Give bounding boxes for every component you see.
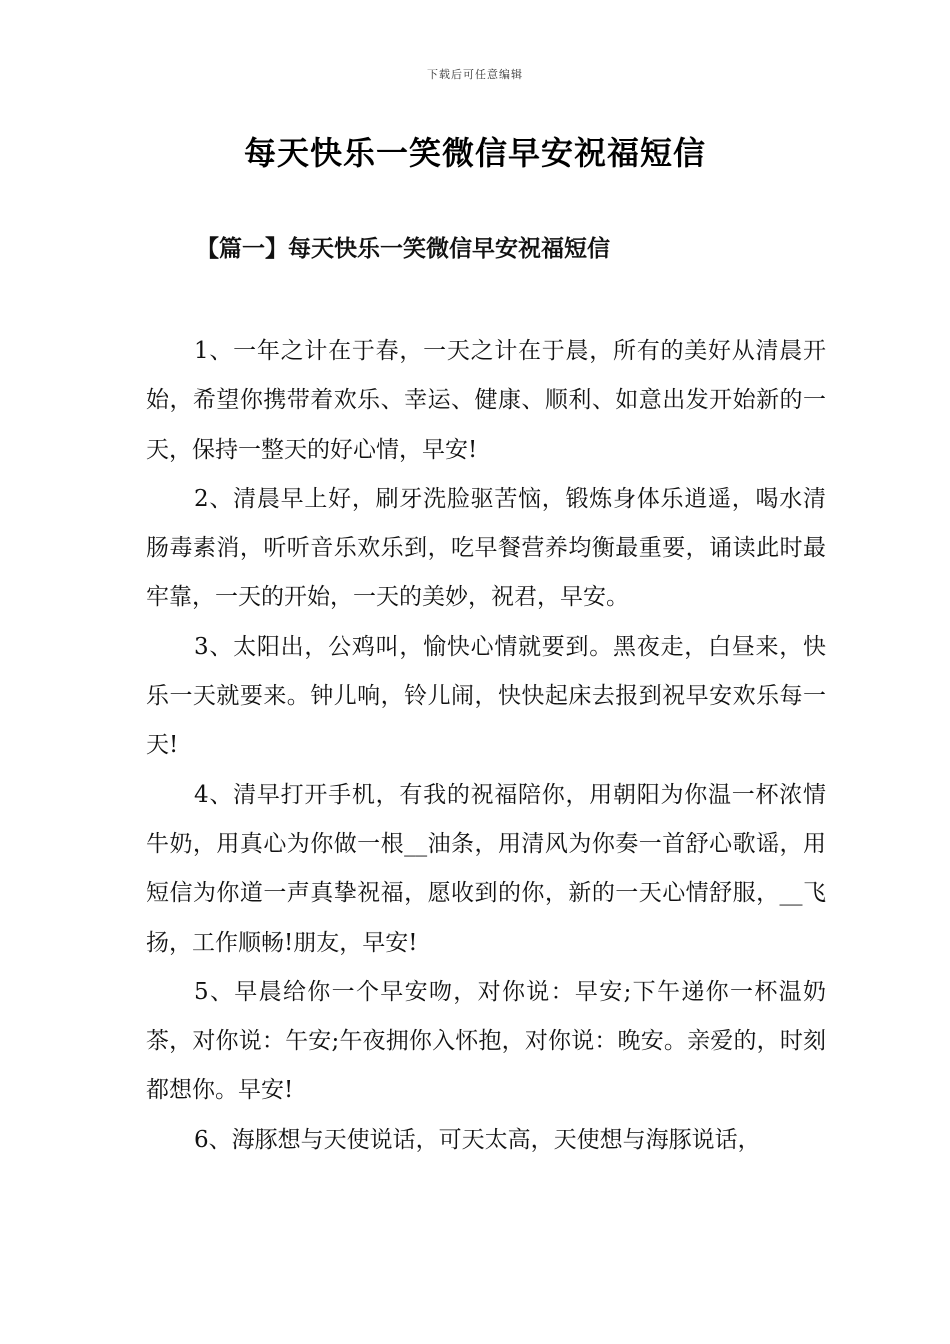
paragraph-5: 5、早晨给你一个早安吻，对你说：早安;下午递你一杯温奶茶，对你说：午安;午夜拥你入怀抱，对你说：晚安。亲爱的，时刻都想你。早安! bbox=[146, 978, 826, 1104]
document-title: 每天快乐一笑微信早安祝福短信 bbox=[243, 134, 706, 172]
paragraph-3: 3、太阳出，公鸡叫，愉快心情就要到。黑夜走，白昼来，快乐一天就要来。钟儿响，铃儿闹，快快起床去报到祝早安欢乐每一天! bbox=[146, 633, 826, 759]
paragraph-4: 4、清早打开手机，有我的祝福陪你，用朝阳为你温一杯浓情牛奶，用真心为你做一根__油条，用清风为你奏一首舒心歌谣，用短信为你道一声真挚祝福，愿收到的你，新的一天心情舒服，__飞扬，工作顺畅!朋友，早安! bbox=[146, 781, 826, 956]
paragraph-6: 6、海豚想与天使说话，可天太高，天使想与海豚说话， bbox=[194, 1126, 761, 1153]
paragraph-2: 2、清晨早上好，刷牙洗脸驱苦恼，锻炼身体乐逍遥，喝水清肠毒素消，听听音乐欢乐到，吃早餐营养均衡最重要，诵读此时最牢靠，一天的开始，一天的美妙，祝君，早安。 bbox=[146, 485, 826, 611]
header-note: 下载后可任意编辑 bbox=[427, 68, 523, 81]
section-heading: 【篇一】每天快乐一笑微信早安祝福短信 bbox=[196, 235, 610, 262]
paragraph-1: 1、一年之计在于春，一天之计在于晨，所有的美好从清晨开始，希望你携带着欢乐、幸运、健康、顺利、如意出发开始新的一天，保持一整天的好心情，早安! bbox=[146, 338, 826, 463]
document-body bbox=[146, 327, 826, 1165]
